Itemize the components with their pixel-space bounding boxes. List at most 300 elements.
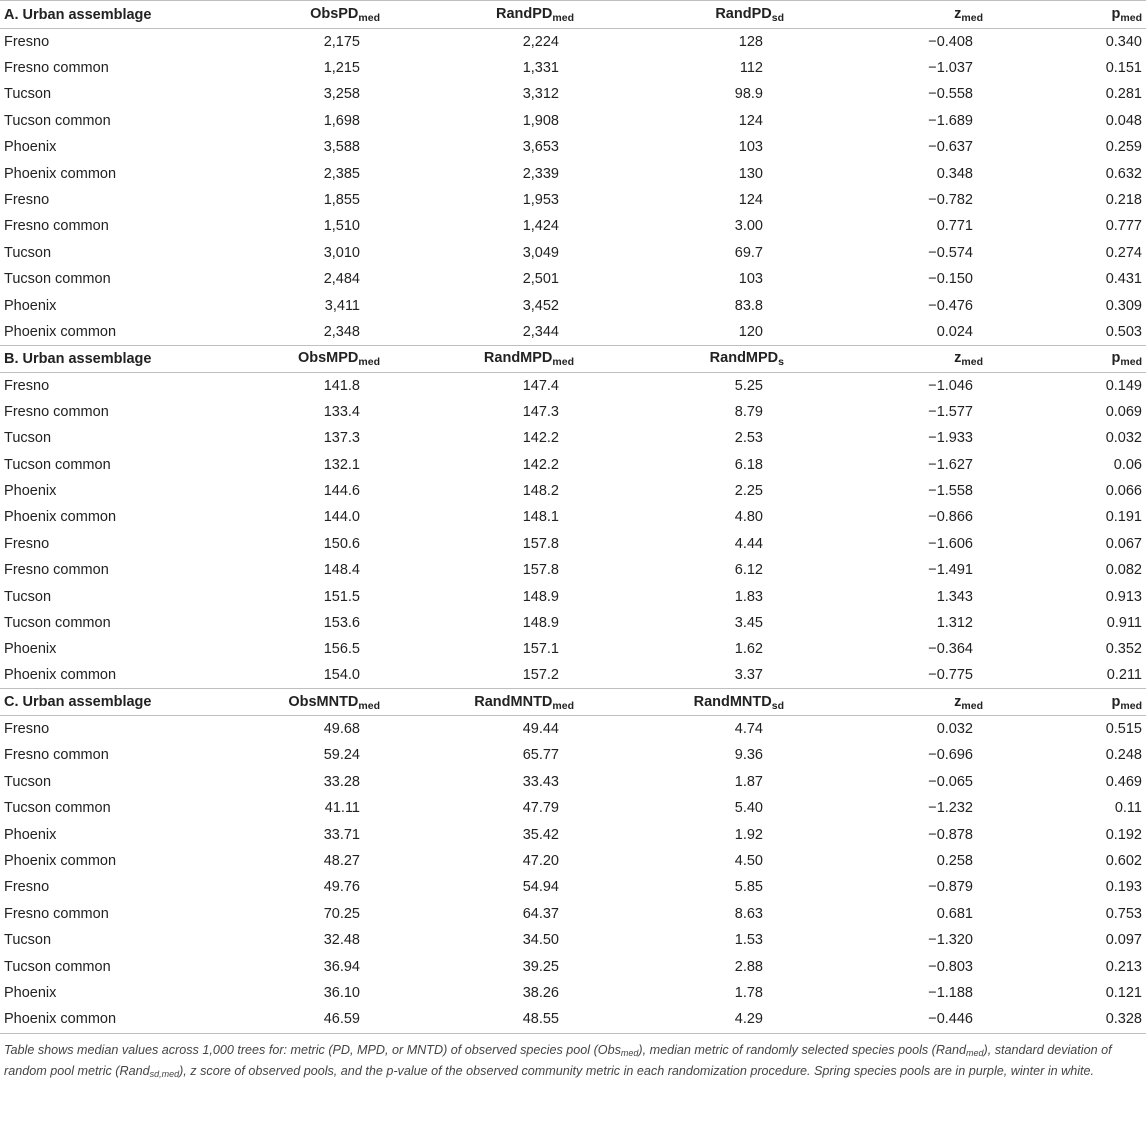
row-label: Fresno common (4, 218, 109, 235)
cell-z-score: −1.046 (928, 377, 973, 394)
cell-p-value: 0.602 (1105, 853, 1142, 870)
cell-observed-metric: 3,411 (324, 297, 360, 314)
cell-random-metric: 65.77 (522, 747, 559, 764)
cell-observed-metric: 36.10 (323, 984, 360, 1001)
cell-z-score: −1.558 (928, 482, 973, 499)
cell-z-score: −1.491 (928, 562, 973, 579)
column-header-base: p (1111, 6, 1121, 22)
footnote-subscript-1: med (620, 1047, 639, 1058)
column-header-base: RandMNTD (474, 693, 553, 710)
cell-z-score: −1.933 (928, 430, 973, 447)
cell-z-score: 0.032 (936, 721, 973, 738)
cell-random-sd: 103 (738, 139, 763, 156)
table-row (0, 1006, 1146, 1032)
row-label: Tucson common (4, 614, 111, 631)
cell-random-sd: 2.25 (734, 482, 763, 499)
cell-random-sd: 69.7 (734, 244, 763, 261)
cell-random-sd: 1.92 (734, 826, 763, 843)
cell-p-value: 0.06 (1113, 456, 1142, 473)
cell-p-value: 0.097 (1105, 932, 1142, 949)
cell-observed-metric: 1,855 (323, 192, 360, 209)
cell-z-score: 0.024 (936, 323, 973, 340)
cell-random-metric: 1,908 (522, 112, 559, 129)
cell-random-sd: 8.79 (734, 403, 763, 420)
cell-p-value: 0.191 (1105, 509, 1142, 526)
cell-random-metric: 3,312 (522, 86, 559, 103)
column-header-subscript: sd (771, 699, 784, 712)
cell-random-sd: 3.00 (734, 218, 763, 235)
cell-observed-metric: 3,258 (323, 86, 360, 103)
column-header-subscript: med (961, 12, 983, 24)
column-header-base: ObsPD (310, 6, 359, 22)
row-label: Fresno common (4, 747, 109, 764)
cell-random-metric: 39.25 (522, 958, 559, 975)
cell-z-score: −0.558 (928, 86, 973, 103)
table-footnote (0, 1033, 1146, 1082)
cell-p-value: 0.211 (1106, 667, 1142, 684)
cell-observed-metric: 36.94 (323, 958, 360, 975)
cell-random-sd: 1.78 (734, 984, 763, 1001)
row-label: Tucson common (4, 112, 111, 129)
cell-random-metric: 148.9 (522, 588, 559, 605)
table-body (0, 1, 1146, 1033)
row-label: Phoenix (4, 641, 57, 658)
cell-random-sd: 3.45 (734, 614, 763, 631)
cell-random-sd: 112 (739, 60, 763, 77)
cell-observed-metric: 1,510 (323, 218, 360, 235)
cell-random-sd: 2.53 (734, 430, 763, 447)
column-header-random-metric (410, 1, 590, 29)
footnote-text-1: Table shows median values across 1,000 trees for: metric (PD, MPD, or MNTD) of observed species pool (Obs (4, 1042, 621, 1057)
cell-z-score: −0.866 (928, 509, 973, 526)
row-label: Fresno common (4, 562, 109, 579)
cell-observed-metric: 49.68 (323, 721, 360, 738)
cell-p-value: 0.431 (1105, 271, 1142, 288)
cell-p-value: 0.213 (1105, 958, 1142, 975)
cell-p-value: 0.192 (1105, 826, 1142, 843)
row-label: Fresno common (4, 403, 109, 420)
cell-observed-metric: 2,175 (323, 33, 360, 50)
cell-random-sd: 2.88 (734, 958, 763, 975)
cell-z-score: −0.775 (928, 667, 973, 684)
cell-z-score: −1.689 (928, 112, 973, 129)
table-row (0, 769, 1146, 795)
cell-random-sd: 5.25 (734, 377, 763, 394)
cell-p-value: 0.067 (1105, 535, 1142, 552)
cell-random-metric: 47.79 (522, 800, 559, 817)
cell-observed-metric: 70.25 (323, 905, 360, 922)
row-label: Phoenix (4, 482, 57, 499)
cell-random-metric: 1,424 (522, 218, 559, 235)
cell-random-metric: 2,344 (522, 323, 559, 340)
cell-random-sd: 124 (738, 112, 763, 129)
table-row (0, 848, 1146, 874)
cell-z-score: −0.696 (928, 747, 973, 764)
cell-p-value: 0.193 (1105, 879, 1142, 896)
row-label: Fresno (4, 879, 50, 896)
column-header-subscript: med (961, 356, 983, 369)
column-header-random-sd (590, 689, 820, 716)
footnote-text-2: ), median metric of randomly selected species pools (Rand (638, 1042, 966, 1057)
table-row (0, 29, 1146, 55)
table-row (0, 557, 1146, 583)
cell-observed-metric: 144.0 (323, 509, 360, 526)
table-row (0, 980, 1146, 1006)
row-label: Tucson common (4, 958, 111, 975)
row-label: Fresno (4, 192, 50, 209)
table-row (0, 266, 1146, 292)
column-header-subscript: med (552, 356, 574, 369)
cell-p-value: 0.149 (1105, 377, 1142, 394)
column-header-subscript: med (961, 699, 983, 712)
cell-random-metric: 64.37 (522, 905, 559, 922)
cell-z-score: −0.574 (928, 244, 973, 261)
row-label: Phoenix common (4, 853, 117, 870)
column-header-observed-metric (210, 689, 410, 716)
cell-z-score: −1.232 (928, 800, 973, 817)
cell-random-sd: 4.44 (734, 535, 763, 552)
cell-observed-metric: 1,215 (323, 60, 360, 77)
column-header-random-metric (410, 345, 590, 372)
column-header-subscript: med (552, 12, 574, 24)
cell-p-value: 0.913 (1105, 588, 1142, 605)
cell-random-metric: 142.2 (522, 456, 559, 473)
row-label: Phoenix common (4, 1011, 117, 1028)
cell-observed-metric: 49.76 (323, 879, 360, 896)
section-header-row (0, 345, 1146, 372)
column-header-subscript: med (552, 699, 574, 712)
column-header-subscript: med (358, 12, 380, 24)
column-header-p-value (1040, 345, 1146, 372)
cell-p-value: 0.632 (1105, 165, 1142, 182)
column-header-subscript: med (358, 356, 380, 369)
table-row (0, 874, 1146, 900)
cell-random-metric: 2,224 (522, 33, 559, 50)
cell-p-value: 0.340 (1105, 33, 1142, 50)
footnote-subscript-2: med (965, 1047, 984, 1058)
cell-p-value: 0.469 (1105, 773, 1142, 790)
column-header-z-score (820, 689, 1040, 716)
column-header-random-metric (410, 689, 590, 716)
table-row (0, 821, 1146, 847)
column-header-observed-metric (210, 1, 410, 29)
table-row (0, 451, 1146, 477)
column-header-subscript: med (1120, 699, 1142, 712)
cell-random-metric: 47.20 (522, 853, 559, 870)
cell-z-score: 1.312 (936, 614, 973, 631)
cell-p-value: 0.248 (1105, 747, 1142, 764)
column-header-subscript: sd (771, 12, 784, 24)
table-row (0, 953, 1146, 979)
cell-observed-metric: 144.6 (323, 482, 360, 499)
row-label: Phoenix (4, 826, 57, 843)
cell-observed-metric: 153.6 (323, 614, 360, 631)
cell-p-value: 0.151 (1105, 60, 1142, 77)
cell-observed-metric: 3,010 (323, 244, 360, 261)
table-row (0, 187, 1146, 213)
cell-p-value: 0.032 (1105, 430, 1142, 447)
cell-random-sd: 6.12 (734, 562, 763, 579)
cell-z-score: 1.343 (936, 588, 973, 605)
column-header-random-sd (590, 1, 820, 29)
row-label: Fresno (4, 721, 50, 738)
column-header-base: p (1111, 350, 1121, 367)
column-header-base: ObsMNTD (288, 693, 359, 710)
cell-observed-metric: 137.3 (323, 430, 360, 447)
cell-random-metric: 157.2 (522, 667, 559, 684)
cell-random-sd: 1.53 (734, 932, 763, 949)
row-label: Fresno common (4, 905, 109, 922)
cell-p-value: 0.515 (1105, 721, 1142, 738)
cell-random-sd: 103 (738, 271, 763, 288)
table-row (0, 292, 1146, 318)
cell-p-value: 0.352 (1105, 641, 1142, 658)
cell-p-value: 0.503 (1105, 323, 1142, 340)
cell-observed-metric: 41.11 (324, 800, 360, 817)
row-label: Fresno (4, 33, 50, 50)
cell-random-sd: 8.63 (734, 905, 763, 922)
footnote-text-4: ), z score of observed pools, and the p-value of the observed community metric in each randomization procedure. Spring species pools are in purple, winter in white. (179, 1063, 1095, 1078)
cell-random-metric: 3,653 (522, 139, 559, 156)
cell-random-sd: 4.80 (734, 509, 763, 526)
cell-p-value: 0.911 (1106, 614, 1142, 631)
cell-z-score: −0.637 (928, 139, 973, 156)
cell-observed-metric: 156.5 (323, 641, 360, 658)
row-label: Phoenix (4, 297, 57, 314)
cell-random-sd: 1.87 (734, 773, 763, 790)
cell-observed-metric: 33.28 (323, 773, 360, 790)
cell-random-sd: 83.8 (734, 297, 763, 314)
row-label: Fresno common (4, 60, 109, 77)
cell-p-value: 0.048 (1105, 112, 1142, 129)
column-header-base: RandPD (715, 6, 772, 22)
cell-random-metric: 2,339 (522, 165, 559, 182)
cell-random-sd: 3.37 (734, 667, 763, 684)
cell-observed-metric: 3,588 (323, 139, 360, 156)
cell-observed-metric: 33.71 (323, 826, 360, 843)
row-label: Tucson (4, 86, 52, 103)
cell-z-score: −0.879 (928, 879, 973, 896)
column-header-subscript: med (1120, 12, 1142, 24)
cell-z-score: 0.258 (936, 853, 973, 870)
cell-z-score: −0.803 (928, 958, 973, 975)
cell-z-score: −1.188 (928, 984, 973, 1001)
cell-random-sd: 128 (738, 33, 763, 50)
cell-observed-metric: 48.27 (323, 853, 360, 870)
cell-random-metric: 148.2 (522, 482, 559, 499)
column-header-subscript: med (1120, 356, 1142, 369)
row-label: Phoenix common (4, 165, 117, 182)
table-row (0, 636, 1146, 662)
cell-random-sd: 1.62 (734, 641, 763, 658)
table-row (0, 927, 1146, 953)
cell-p-value: 0.121 (1105, 984, 1142, 1001)
table-row (0, 108, 1146, 134)
cell-z-score: −0.782 (928, 192, 973, 209)
cell-random-metric: 157.8 (522, 562, 559, 579)
column-header-observed-metric (210, 345, 410, 372)
row-label: Phoenix common (4, 323, 117, 340)
table-row (0, 901, 1146, 927)
table-row (0, 742, 1146, 768)
cell-p-value: 0.218 (1105, 192, 1142, 209)
cell-p-value: 0.309 (1105, 297, 1142, 314)
row-label: Tucson common (4, 800, 111, 817)
cell-p-value: 0.328 (1105, 1011, 1142, 1028)
cell-random-metric: 3,452 (522, 297, 559, 314)
cell-z-score: −0.364 (928, 641, 973, 658)
table-row (0, 160, 1146, 186)
table-row (0, 81, 1146, 107)
cell-random-sd: 1.83 (734, 588, 763, 605)
cell-z-score: −0.150 (928, 271, 973, 288)
cell-p-value: 0.777 (1105, 218, 1142, 235)
cell-random-metric: 2,501 (522, 271, 559, 288)
cell-z-score: −1.577 (928, 403, 973, 420)
column-header-base: z (954, 350, 962, 367)
cell-z-score: −1.320 (928, 932, 973, 949)
cell-z-score: −1.627 (928, 456, 973, 473)
cell-p-value: 0.066 (1105, 482, 1142, 499)
cell-random-sd: 98.9 (734, 86, 763, 103)
row-label: Tucson common (4, 456, 111, 473)
cell-random-metric: 148.1 (522, 509, 559, 526)
row-label: Tucson (4, 244, 52, 261)
table-row (0, 662, 1146, 688)
table-row (0, 55, 1146, 81)
table-row (0, 504, 1146, 530)
cell-random-metric: 54.94 (522, 879, 559, 896)
section-title: C. Urban assemblage (4, 694, 152, 711)
cell-observed-metric: 132.1 (323, 456, 360, 473)
cell-random-metric: 33.43 (522, 773, 559, 790)
cell-observed-metric: 2,484 (323, 271, 360, 288)
row-label: Tucson (4, 932, 52, 949)
cell-observed-metric: 2,348 (323, 323, 360, 340)
cell-random-sd: 9.36 (734, 747, 763, 764)
row-label: Fresno (4, 535, 50, 552)
cell-observed-metric: 59.24 (323, 747, 360, 764)
column-header-p-value (1040, 1, 1146, 29)
cell-random-metric: 157.8 (522, 535, 559, 552)
cell-observed-metric: 148.4 (323, 562, 360, 579)
table-row (0, 478, 1146, 504)
cell-observed-metric: 46.59 (323, 1011, 360, 1028)
cell-random-metric: 148.9 (522, 614, 559, 631)
row-label: Phoenix common (4, 509, 117, 526)
cell-p-value: 0.259 (1105, 139, 1142, 156)
cell-random-sd: 4.50 (734, 853, 763, 870)
cell-random-sd: 5.40 (734, 800, 763, 817)
cell-observed-metric: 151.5 (323, 588, 360, 605)
cell-random-metric: 48.55 (522, 1011, 559, 1028)
table-row (0, 240, 1146, 266)
column-header-base: z (954, 6, 962, 22)
cell-random-metric: 147.3 (522, 403, 559, 420)
column-header-z-score (820, 1, 1040, 29)
table-row (0, 213, 1146, 239)
table-row (0, 716, 1146, 742)
cell-p-value: 0.753 (1105, 905, 1142, 922)
table-row (0, 610, 1146, 636)
row-label: Phoenix (4, 984, 57, 1001)
cell-random-metric: 34.50 (522, 932, 559, 949)
row-label: Tucson (4, 588, 52, 605)
cell-observed-metric: 154.0 (323, 667, 360, 684)
cell-random-sd: 4.29 (734, 1011, 763, 1028)
cell-random-sd: 130 (738, 165, 763, 182)
section-title: B. Urban assemblage (4, 350, 152, 367)
cell-z-score: 0.681 (936, 905, 973, 922)
cell-random-metric: 1,331 (522, 60, 559, 77)
cell-z-score: 0.771 (936, 218, 973, 235)
cell-random-sd: 4.74 (734, 721, 763, 738)
column-header-z-score (820, 345, 1040, 372)
cell-random-metric: 35.42 (522, 826, 559, 843)
footnote-text-3: ), standard deviation of random pool metric (Rand (4, 1042, 1112, 1078)
table-row (0, 531, 1146, 557)
cell-observed-metric: 141.8 (323, 377, 360, 394)
cell-random-metric: 3,049 (522, 244, 559, 261)
cell-z-score: −1.037 (928, 60, 973, 77)
column-header-base: RandMPD (483, 350, 553, 367)
cell-observed-metric: 133.4 (323, 403, 360, 420)
cell-random-sd: 120 (738, 323, 763, 340)
column-header-p-value (1040, 689, 1146, 716)
row-label: Phoenix common (4, 667, 117, 684)
cell-z-score: −0.476 (928, 297, 973, 314)
section-header-row (0, 1, 1146, 29)
cell-z-score: −0.878 (928, 826, 973, 843)
section-header-row (0, 689, 1146, 716)
cell-random-sd: 5.85 (734, 879, 763, 896)
column-header-random-sd (590, 345, 820, 372)
cell-random-sd: 6.18 (734, 456, 763, 473)
cell-random-metric: 142.2 (522, 430, 559, 447)
table-row (0, 399, 1146, 425)
cell-random-metric: 147.4 (522, 377, 559, 394)
row-label: Tucson common (4, 271, 111, 288)
cell-z-score: −0.446 (928, 1011, 973, 1028)
cell-random-metric: 1,953 (522, 192, 559, 209)
column-header-subscript: s (778, 356, 784, 369)
footnote-subscript-3: sd,med (149, 1068, 180, 1079)
cell-p-value: 0.11 (1114, 800, 1142, 817)
column-header-base: RandMPD (709, 350, 779, 367)
cell-z-score: 0.348 (936, 165, 973, 182)
cell-z-score: −0.408 (928, 33, 973, 50)
cell-p-value: 0.069 (1105, 403, 1142, 420)
row-label: Tucson (4, 773, 52, 790)
cell-random-metric: 38.26 (522, 984, 559, 1001)
cell-observed-metric: 150.6 (323, 535, 360, 552)
cell-z-score: −1.606 (928, 535, 973, 552)
cell-random-sd: 124 (738, 192, 763, 209)
cell-random-metric: 49.44 (522, 721, 559, 738)
table-row (0, 425, 1146, 451)
table-row (0, 319, 1146, 345)
column-header-base: z (954, 693, 962, 710)
cell-observed-metric: 1,698 (323, 112, 360, 129)
column-header-base: p (1111, 693, 1121, 710)
column-header-subscript: med (358, 699, 380, 712)
cell-random-metric: 157.1 (522, 641, 559, 658)
cell-p-value: 0.281 (1105, 86, 1142, 103)
table-row (0, 795, 1146, 821)
cell-z-score: −0.065 (928, 773, 973, 790)
table-row (0, 372, 1146, 398)
table-row (0, 134, 1146, 160)
